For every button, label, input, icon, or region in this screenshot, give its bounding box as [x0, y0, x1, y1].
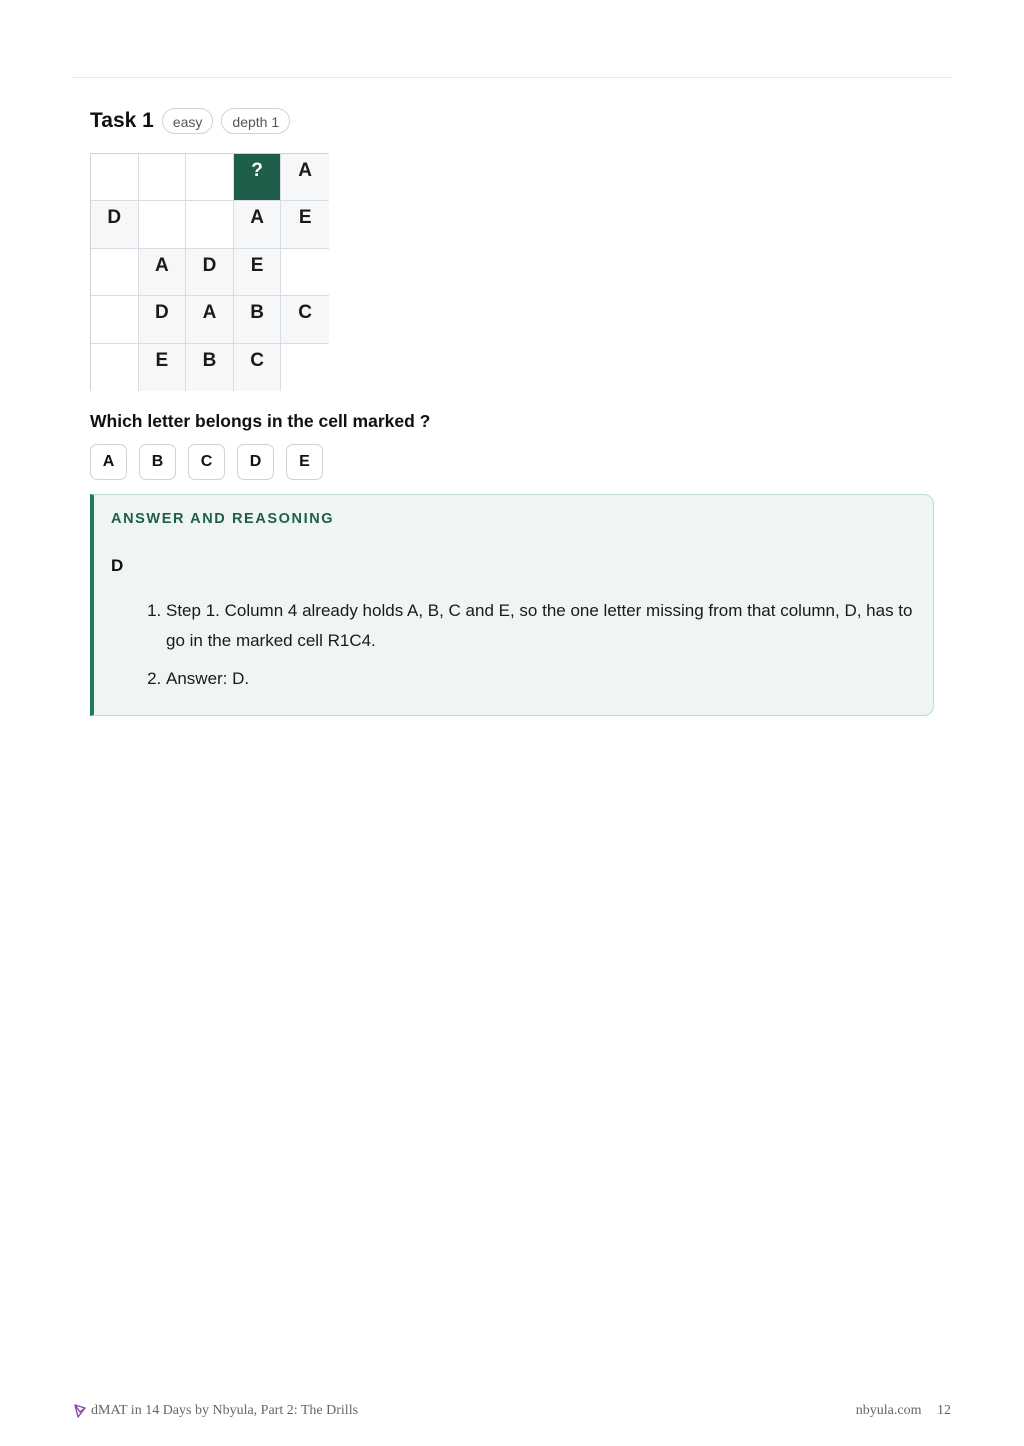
- grid-cell: [91, 249, 139, 296]
- grid-cell: [91, 344, 139, 391]
- task-title: Task 1: [90, 109, 154, 132]
- top-divider: [72, 77, 952, 78]
- grid-cell: [186, 201, 234, 248]
- answer-letter: D: [111, 556, 124, 575]
- grid-cell: A: [139, 249, 187, 296]
- option-button-a[interactable]: A: [90, 444, 127, 480]
- grid-cell: B: [234, 296, 282, 343]
- grid-cell: E: [234, 249, 282, 296]
- grid-cell: D: [139, 296, 187, 343]
- grid-cell: A: [186, 296, 234, 343]
- grid-cell: C: [281, 296, 329, 343]
- question-text: Which letter belongs in the cell marked ?: [90, 411, 431, 431]
- grid-cell: D: [186, 249, 234, 296]
- page-number: 12: [937, 1403, 951, 1418]
- grid-cell: C: [234, 344, 282, 391]
- marked-cell: ?: [234, 154, 282, 201]
- footer-left: [72, 1403, 358, 1419]
- footer-book-title: dMAT in 14 Days by Nbyula, Part 2: The Drills: [91, 1403, 359, 1418]
- option-button-d[interactable]: D: [237, 444, 274, 480]
- reasoning-steps: [144, 596, 936, 702]
- reasoning-step: 2. Answer: D.: [166, 664, 936, 694]
- grid-cell: [91, 296, 139, 343]
- grid-cell: E: [281, 201, 329, 248]
- answer-panel: [90, 494, 934, 716]
- nbyula-logo-icon: [72, 1403, 88, 1419]
- reasoning-step: 1. Step 1. Column 4 already holds A, B, C and E, so the one letter missing from that column, D, has to go in the marked cell R1C4.: [166, 596, 936, 656]
- grid-cell: E: [139, 344, 187, 391]
- option-button-c[interactable]: C: [188, 444, 225, 480]
- grid-cell: [281, 249, 329, 296]
- depth-tag: depth 1: [221, 108, 290, 134]
- grid-cell: [186, 154, 234, 201]
- grid-cell: [139, 201, 187, 248]
- footer-right: [856, 1403, 951, 1419]
- answer-heading: ANSWER AND REASONING: [111, 511, 335, 527]
- footer-site: nbyula.com: [855, 1403, 922, 1418]
- grid-cell: A: [234, 201, 282, 248]
- grid-cell: A: [281, 154, 329, 201]
- difficulty-tag: easy: [162, 108, 214, 134]
- letter-grid: [90, 153, 329, 391]
- grid-cell: D: [91, 201, 139, 248]
- grid-cell: [281, 344, 329, 391]
- task-header: [90, 108, 298, 134]
- grid-cell: B: [186, 344, 234, 391]
- option-button-b[interactable]: B: [139, 444, 176, 480]
- option-button-e[interactable]: E: [286, 444, 323, 480]
- answer-options: [90, 444, 335, 480]
- grid-cell: [91, 154, 139, 201]
- grid-cell: [139, 154, 187, 201]
